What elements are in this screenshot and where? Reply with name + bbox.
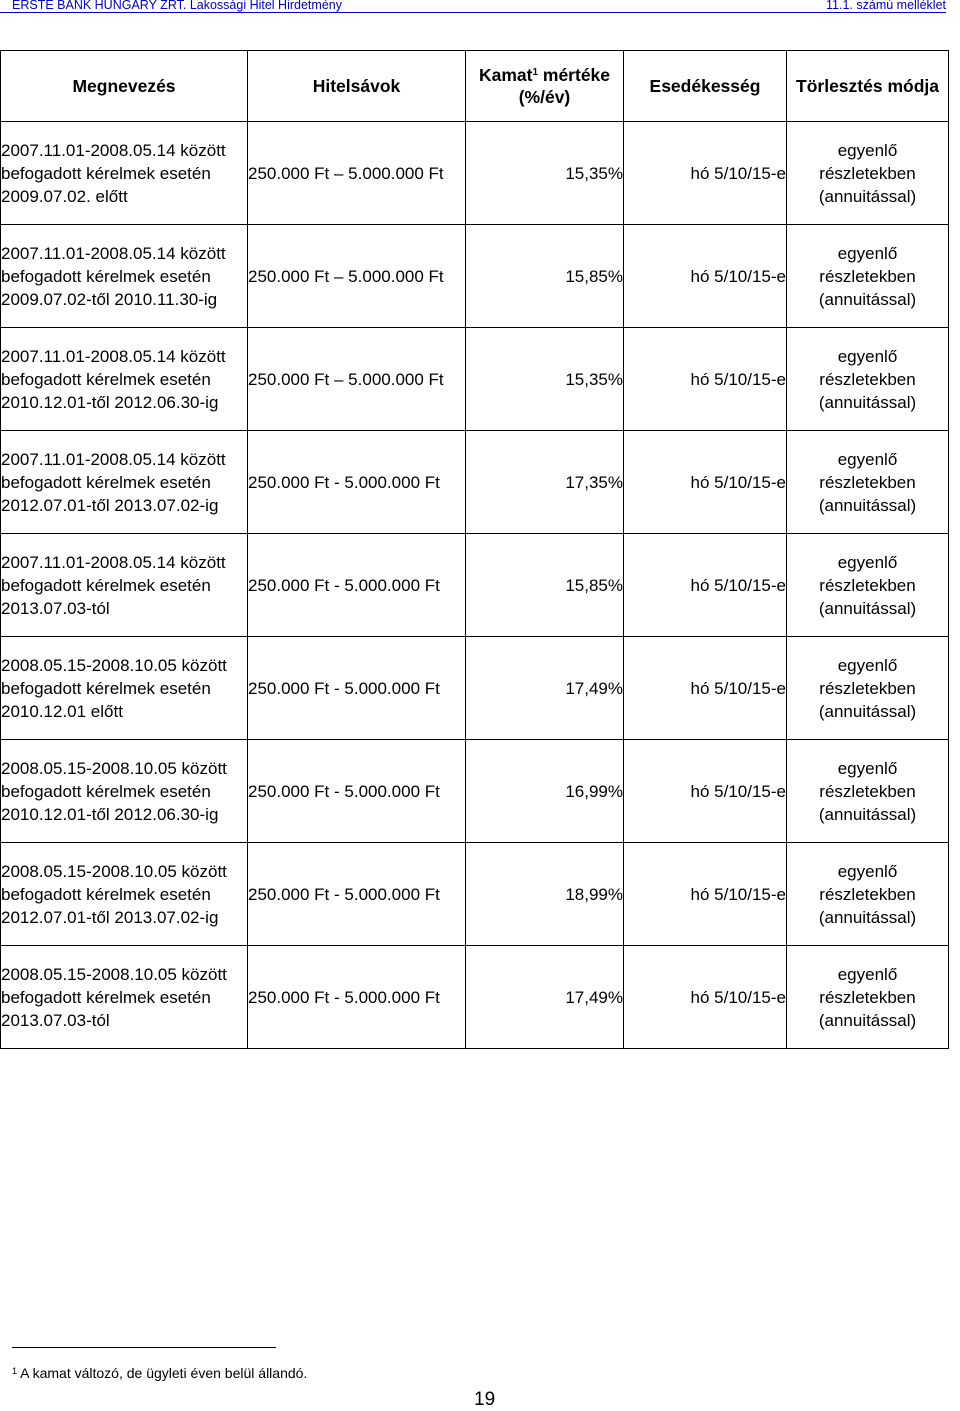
name-line: 2010.12.01-től 2012.06.30-ig: [1, 804, 219, 824]
table-row: [1, 637, 949, 740]
cell-name: [1, 225, 248, 328]
name-line: 2009.07.02. előtt: [1, 186, 128, 206]
repayment-line: egyenlő: [837, 758, 898, 778]
name-line: 2008.05.15-2008.10.05 között: [1, 861, 227, 881]
cell-band: 250.000 Ft - 5.000.000 Ft: [248, 431, 466, 534]
name-line: 2007.11.01-2008.05.14 között: [1, 140, 226, 160]
cell-repayment: [787, 225, 949, 328]
cell-maturity: hó 5/10/15-e: [624, 122, 787, 225]
repayment-line: részletekben: [819, 369, 916, 389]
footnote-number: 1: [12, 1366, 18, 1376]
table-header-row: [1, 51, 949, 122]
cell-band: 250.000 Ft – 5.000.000 Ft: [248, 225, 466, 328]
repayment-line: egyenlő: [837, 140, 898, 160]
repayment-line: (annuitással): [818, 186, 917, 206]
cell-rate: 15,35%: [466, 328, 624, 431]
table-row: [1, 431, 949, 534]
name-line: befogadott kérelmek esetén: [1, 163, 211, 183]
name-line: 2008.05.15-2008.10.05 között: [1, 758, 227, 778]
table-row: [1, 740, 949, 843]
cell-repayment: [787, 843, 949, 946]
name-line: 2012.07.01-től 2013.07.02-ig: [1, 495, 219, 515]
cell-name: [1, 431, 248, 534]
cell-name: [1, 328, 248, 431]
cell-rate: 16,99%: [466, 740, 624, 843]
repayment-line: részletekben: [819, 987, 916, 1007]
table-body: [1, 122, 949, 1049]
name-line: 2008.05.15-2008.10.05 között: [1, 655, 227, 675]
cell-rate: 17,35%: [466, 431, 624, 534]
cell-band: 250.000 Ft – 5.000.000 Ft: [248, 122, 466, 225]
cell-maturity: hó 5/10/15-e: [624, 843, 787, 946]
cell-maturity: hó 5/10/15-e: [624, 431, 787, 534]
name-line: 2009.07.02-től 2010.11.30-ig: [1, 289, 218, 309]
name-line: 2010.12.01-től 2012.06.30-ig: [1, 392, 219, 412]
name-line: 2010.12.01 előtt: [1, 701, 123, 721]
repayment-line: részletekben: [819, 575, 916, 595]
cell-repayment: [787, 431, 949, 534]
table-row: [1, 946, 949, 1049]
cell-maturity: hó 5/10/15-e: [624, 637, 787, 740]
table-row: [1, 122, 949, 225]
repayment-line: részletekben: [819, 266, 916, 286]
cell-rate: 17,49%: [466, 946, 624, 1049]
repayment-line: egyenlő: [837, 346, 898, 366]
repayment-line: (annuitással): [818, 392, 917, 412]
name-line: befogadott kérelmek esetén: [1, 781, 211, 801]
cell-name: [1, 740, 248, 843]
name-line: 2007.11.01-2008.05.14 között: [1, 552, 226, 572]
repayment-line: (annuitással): [818, 289, 917, 309]
cell-repayment: [787, 534, 949, 637]
repayment-line: egyenlő: [837, 552, 898, 572]
repayment-line: (annuitással): [818, 598, 917, 618]
name-line: befogadott kérelmek esetén: [1, 266, 211, 286]
cell-repayment: [787, 740, 949, 843]
repayment-line: részletekben: [819, 472, 916, 492]
interest-rate-table: [0, 50, 949, 1049]
cell-band: 250.000 Ft - 5.000.000 Ft: [248, 740, 466, 843]
repayment-line: részletekben: [819, 781, 916, 801]
repayment-line: egyenlő: [837, 861, 898, 881]
header-annex: 11.1. számú melléklet: [826, 0, 946, 12]
table-row: [1, 328, 949, 431]
cell-repayment: [787, 637, 949, 740]
cell-rate: 15,85%: [466, 225, 624, 328]
header-title: ERSTE BANK HUNGARY ZRT. Lakossági Hitel Hirdetmény: [12, 0, 342, 12]
table-row: [1, 843, 949, 946]
footnote-marker: 1: [532, 67, 539, 78]
cell-name: [1, 534, 248, 637]
table-row: [1, 225, 949, 328]
name-line: befogadott kérelmek esetén: [1, 678, 211, 698]
cell-maturity: hó 5/10/15-e: [624, 740, 787, 843]
column-header-maturity: Esedékesség: [624, 51, 787, 122]
cell-repayment: [787, 122, 949, 225]
cell-name: [1, 946, 248, 1049]
repayment-line: (annuitással): [818, 804, 917, 824]
footnote: [12, 1365, 307, 1381]
name-line: 2008.05.15-2008.10.05 között: [1, 964, 227, 984]
name-line: 2012.07.01-től 2013.07.02-ig: [1, 907, 219, 927]
cell-maturity: hó 5/10/15-e: [624, 946, 787, 1049]
cell-band: 250.000 Ft - 5.000.000 Ft: [248, 843, 466, 946]
cell-rate: 17,49%: [466, 637, 624, 740]
footnote-text: A kamat változó, de ügyleti éven belül állandó.: [17, 1365, 308, 1381]
cell-rate: 15,85%: [466, 534, 624, 637]
column-header-repayment: Törlesztés módja: [787, 51, 949, 122]
name-line: befogadott kérelmek esetén: [1, 472, 211, 492]
repayment-line: részletekben: [819, 678, 916, 698]
repayment-line: (annuitással): [818, 495, 917, 515]
name-line: 2013.07.03-tól: [1, 598, 110, 618]
rate-header-unit: (%/év): [518, 87, 571, 107]
name-line: befogadott kérelmek esetén: [1, 369, 211, 389]
cell-name: [1, 637, 248, 740]
cell-name: [1, 122, 248, 225]
footnote-divider: [12, 1347, 276, 1348]
cell-maturity: hó 5/10/15-e: [624, 328, 787, 431]
name-line: 2013.07.03-tól: [1, 1010, 110, 1030]
repayment-line: részletekben: [819, 163, 916, 183]
cell-band: 250.000 Ft – 5.000.000 Ft: [248, 328, 466, 431]
cell-band: 250.000 Ft - 5.000.000 Ft: [248, 534, 466, 637]
cell-maturity: hó 5/10/15-e: [624, 534, 787, 637]
repayment-line: egyenlő: [837, 449, 898, 469]
name-line: befogadott kérelmek esetén: [1, 987, 211, 1007]
name-line: befogadott kérelmek esetén: [1, 575, 211, 595]
column-header-rate: [466, 51, 624, 122]
repayment-line: egyenlő: [837, 655, 898, 675]
cell-maturity: hó 5/10/15-e: [624, 225, 787, 328]
column-header-name: Megnevezés: [1, 51, 248, 122]
rate-header-label: Kamat: [478, 65, 533, 85]
rate-header-suffix: mértéke: [538, 65, 611, 85]
cell-repayment: [787, 946, 949, 1049]
cell-band: 250.000 Ft - 5.000.000 Ft: [248, 946, 466, 1049]
cell-rate: 18,99%: [466, 843, 624, 946]
page-number: 19: [474, 1389, 496, 1410]
repayment-line: (annuitással): [818, 1010, 917, 1030]
cell-name: [1, 843, 248, 946]
name-line: 2007.11.01-2008.05.14 között: [1, 243, 226, 263]
repayment-line: egyenlő: [837, 243, 898, 263]
repayment-line: részletekben: [819, 884, 916, 904]
name-line: 2007.11.01-2008.05.14 között: [1, 346, 226, 366]
page-header: [0, 0, 946, 13]
name-line: 2007.11.01-2008.05.14 között: [1, 449, 226, 469]
cell-band: 250.000 Ft - 5.000.000 Ft: [248, 637, 466, 740]
column-header-band: Hitelsávok: [248, 51, 466, 122]
repayment-line: egyenlő: [837, 964, 898, 984]
repayment-line: (annuitással): [818, 907, 917, 927]
name-line: befogadott kérelmek esetén: [1, 884, 211, 904]
table-row: [1, 534, 949, 637]
repayment-line: (annuitással): [818, 701, 917, 721]
cell-repayment: [787, 328, 949, 431]
cell-rate: 15,35%: [466, 122, 624, 225]
